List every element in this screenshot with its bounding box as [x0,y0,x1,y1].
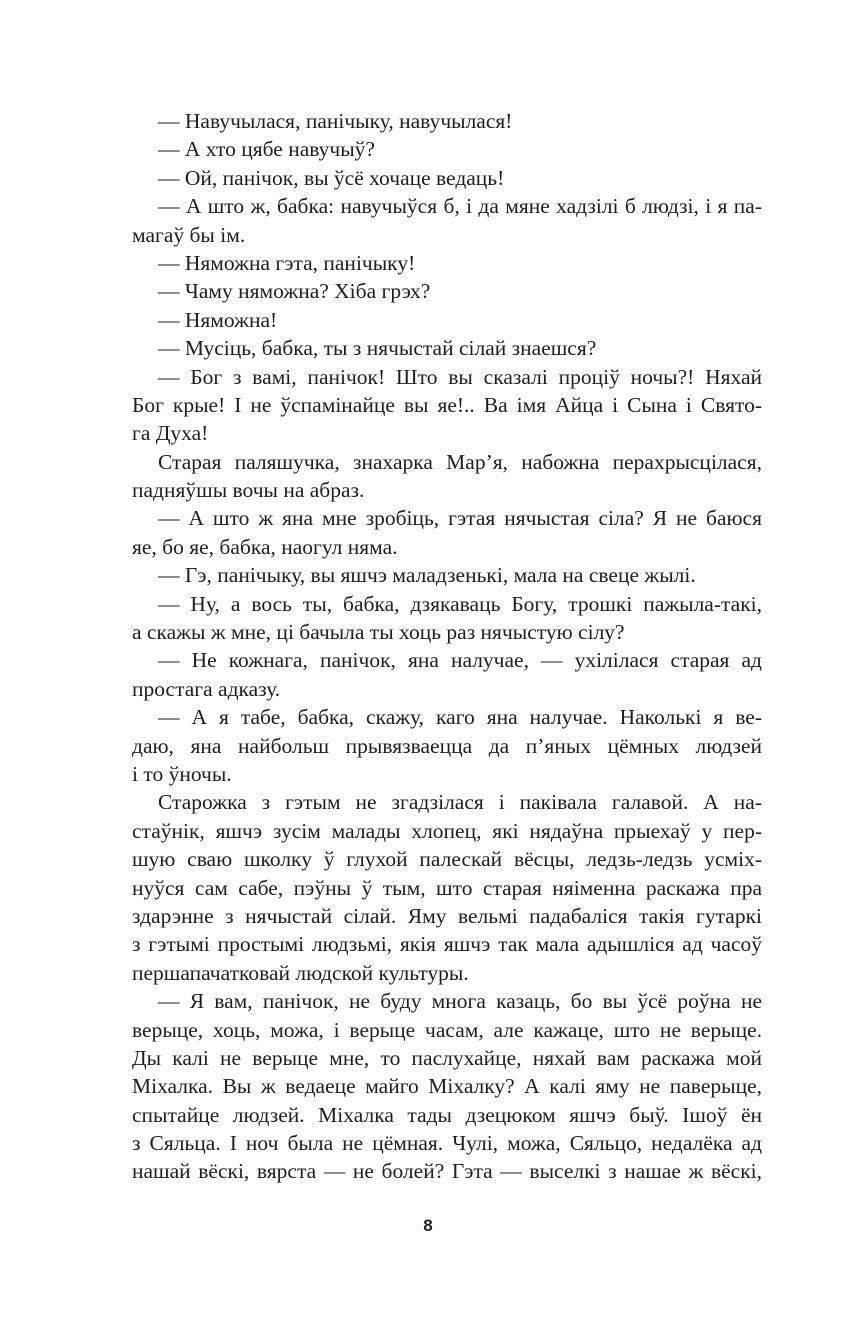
text-line: спытайце людзей. Міхалка тады дзецюком яшчэ быў. Ішоў ён [132,1102,762,1127]
text-line: — А хто цябе навучыў? [158,137,375,162]
text-line: — Бог з вамі, панічок! Што вы сказалі проціў ночы?! Няхай [158,364,762,389]
text-line: — Ой, панічок, вы ўсё хочаце ведаць! [158,165,505,190]
text-line: а скажы ж мне, ці бачыла ты хоць раз нячыстую сілу? [132,620,625,645]
text-line: — А што ж яна мне зробіць, гэтая нячыстая сіла? Я не баюся [158,506,762,531]
text-line: — Гэ, панічыку, вы яшчэ маладзенькі, мала на свеце жылі. [158,563,696,588]
text-line: — Чаму няможна? Хіба грэх? [158,279,431,304]
text-line: нашай вёскі, вярста — не болей? Гэта — выселкі з нашае ж вёскі, [132,1159,762,1184]
text-line: — А што ж, бабка: навучыўся б, і да мяне хадзілі б людзі, і я па- [158,194,762,219]
text-line: здарэнне з нячыстай сілай. Яму вельмі падабаліся такія гутаркі [132,903,762,928]
text-line: шую сваю школку ў глухой палескай вёсцы, ледзь-ледзь усміх- [132,847,762,872]
text-line: і то ўночы. [132,761,232,786]
text-line: яе, бо яе, бабка, наогул няма. [132,534,398,559]
text-line: — Ну, а вось ты, бабка, дзякаваць Богу, трошкі пажыла-такі, [158,591,762,616]
text-line: Старожка з гэтым не згадзілася і паківала галавой. А на- [158,790,762,815]
text-line: з Сяльца. І ноч была не цёмная. Чулі, можа, Сяльцо, недалёка ад [132,1131,762,1156]
text-line: Бог крые! І не ўспамінайце вы яе!.. Ва імя Айца і Сына і Свято- [132,392,762,417]
text-line: простага адказу. [132,676,281,701]
text-line: — Няможна! [158,307,278,332]
text-line: — Я вам, панічок, не буду многа казаць, бо вы ўсё роўна не [158,989,762,1014]
text-line: — А я табе, бабка, скажу, каго яна налучае. Наколькі я ве- [158,705,762,730]
text-line: верыце, хоць, можа, і верыце часам, але кажаце, што не верыце. [132,1017,762,1042]
text-line: стаўнік, яшчэ зусім малады хлопец, які нядаўна прыехаў у пер- [132,818,762,843]
text-line: з гэтымі простымі людзьмі, якія яшчэ так мала адышліся ад часоў [132,932,762,957]
text-line: га Духа! [132,421,209,446]
text-line: Старая паляшучка, знахарка Мар’я, набожна перахрысцілася, [158,449,762,474]
text-line: — Мусіць, бабка, ты з нячыстай сілай знаешся? [158,336,597,361]
text-line: магаў бы ім. [132,222,246,247]
text-line: — Навучылася, панічыку, навучылася! [158,109,513,133]
text-line: — Не кожнага, панічок, яна налучае, — ухілілася старая ад [158,648,762,673]
text-line: даю, яна найбольш прывязваецца да п’яных цёмных людзей [132,733,762,758]
page-number: 8 [423,1216,433,1235]
page-text [132,107,762,1186]
text-line: першапачатковай людской культуры. [132,960,469,985]
text-line: нуўся сам сабе, пэўны ў тым, што старая няіменна раскажа пра [132,875,762,900]
text-line: Ды калі не верыце мне, то паслухайце, няхай вам раскажа мой [132,1045,762,1070]
text-line: — Няможна гэта, панічыку! [158,250,416,275]
text-line: падняўшы вочы на абраз. [132,478,365,503]
text-line: Міхалка. Вы ж ведаеце майго Міхалку? А калі яму не паверыце, [132,1074,762,1099]
